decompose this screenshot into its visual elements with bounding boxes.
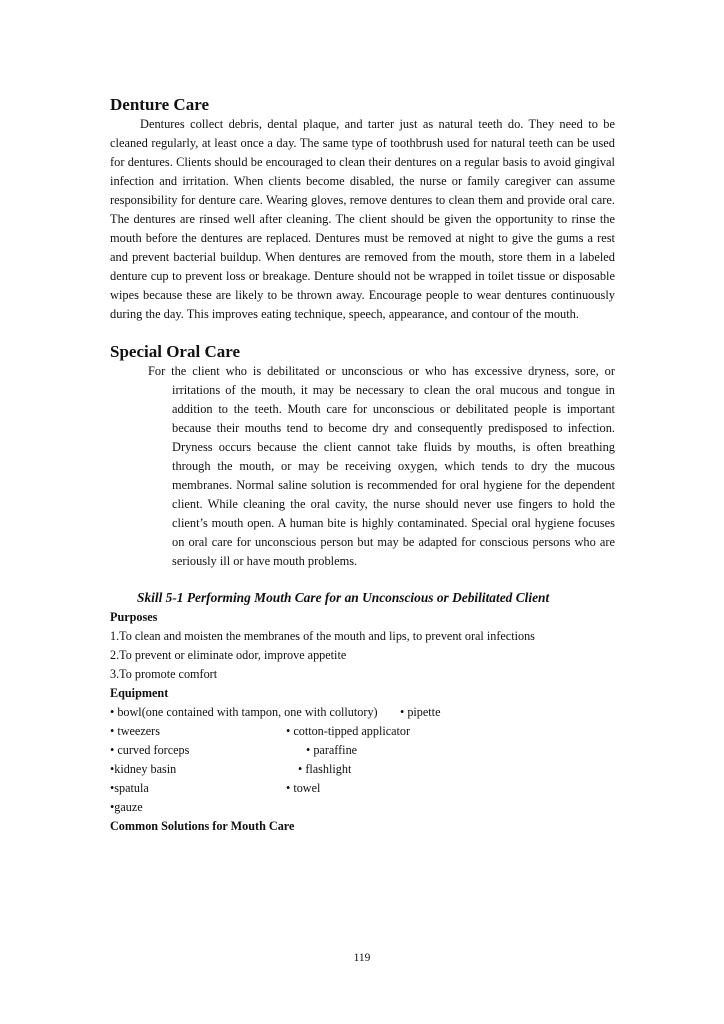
equipment-row bbox=[110, 779, 615, 798]
equipment-item: • pipette bbox=[400, 705, 441, 719]
equipment-row bbox=[110, 760, 615, 779]
equipment-item: • flashlight bbox=[298, 762, 352, 776]
equipment-item: • bowl(one contained with tampon, one with collutory) bbox=[110, 705, 378, 719]
section-heading: Denture Care bbox=[110, 95, 209, 114]
equipment-heading: Equipment bbox=[110, 686, 169, 700]
equipment-row bbox=[110, 722, 615, 741]
equipment-item: •spatula bbox=[110, 781, 149, 795]
solutions-heading: Common Solutions for Mouth Care bbox=[110, 819, 295, 833]
equipment-item: • towel bbox=[286, 781, 321, 795]
skill-title: Skill 5-1 Performing Mouth Care for an Unconscious or Debilitated Client bbox=[137, 590, 550, 605]
purpose-item: 1.To clean and moisten the membranes of the mouth and lips, to prevent oral infections bbox=[110, 629, 535, 643]
equipment-item: • paraffine bbox=[306, 743, 358, 757]
equipment-item: •gauze bbox=[110, 800, 143, 814]
equipment-row bbox=[110, 741, 615, 760]
denture-care-section bbox=[110, 95, 615, 324]
equipment-row bbox=[110, 798, 615, 817]
section-heading: Special Oral Care bbox=[110, 342, 240, 361]
equipment-item: •kidney basin bbox=[110, 762, 177, 776]
special-oral-care-section bbox=[110, 342, 615, 571]
equipment-row bbox=[110, 703, 615, 722]
skill-section bbox=[110, 588, 615, 836]
equipment-item: • cotton-tipped applicator bbox=[286, 724, 411, 738]
equipment-item: • tweezers bbox=[110, 724, 160, 738]
purpose-item: 3.To promote comfort bbox=[110, 667, 218, 681]
purpose-item: 2.To prevent or eliminate odor, improve appetite bbox=[110, 648, 347, 662]
equipment-item: • curved forceps bbox=[110, 743, 190, 757]
paragraph: Dentures collect debris, dental plaque, and tarter just as natural teeth do. They need to be cleaned regularly, at least once a day. The same type of toothbrush used for natural teeth can be used for dentures. Clients should be encouraged to clean their dentures on a regular basis to avoid gingival infection and irritation. When clients become disabled, the nurse or family caregiver can assume responsibility for denture care. Wearing gloves, remove dentures to clean them and provide oral care. The dentures are rinsed well after cleaning. The client should be given the opportunity to rinse the mouth before the dentures are replaced. Dentures must be removed at night to give the gums a rest and prevent bacterial buildup. When dentures are removed from the mouth, store them in a labeled denture cup to prevent loss or breakage. Denture should not be wrapped in toilet tissue or disposable wipes because these are likely to be thrown away. Encourage people to wear dentures continuously during the day. This improves eating technique, speech, appearance, and contour of the mouth. bbox=[110, 117, 615, 321]
paragraph: For the client who is debilitated or unconscious or who has excessive dryness, sore, or irritations of the mouth, it may be necessary to clean the oral mucous and tongue in addition to the teeth. Mouth care for unconscious or debilitated people is important because their mouths tend to become dry and consequently predisposed to infection. Dryness occurs because the client cannot take fluids by mouths, is often breathing through the mouth, or may be receiving oxygen, which tends to dry the mucous membranes. Normal saline solution is recommended for oral hygiene for the dependent client. While cleaning the oral cavity, the nurse should never use fingers to hold the client’s mouth open. A human bite is highly contaminated. Special oral hygiene focuses on oral care for unconscious person but may be adapted for conscious persons who are seriously ill or have mouth problems. bbox=[148, 364, 615, 568]
purposes-heading: Purposes bbox=[110, 610, 158, 624]
page-number: 119 bbox=[353, 952, 371, 964]
